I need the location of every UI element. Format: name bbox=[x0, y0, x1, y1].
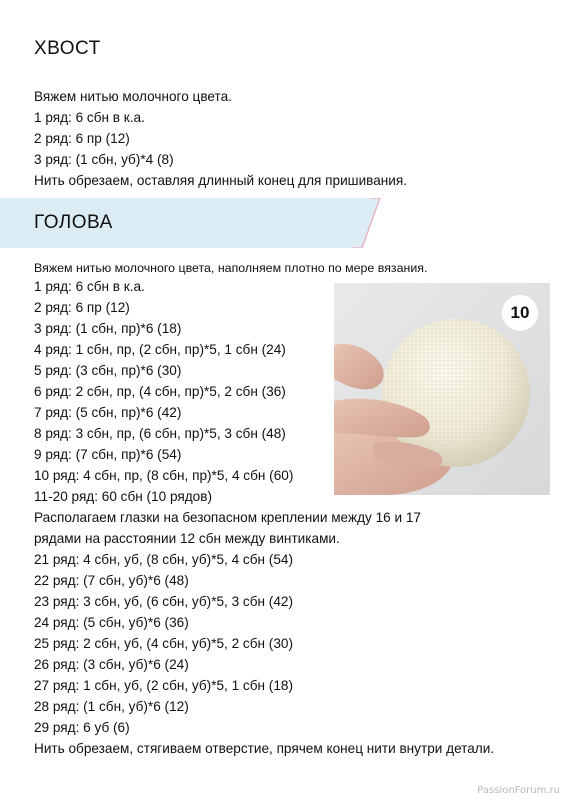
row-line: 28 ряд: (1 сбн, уб)*6 (12) bbox=[34, 699, 189, 714]
tail-line: 2 ряд: 6 пр (12) bbox=[34, 131, 130, 146]
row-line: 11-20 ряд: 60 сбн (10 рядов) bbox=[34, 489, 212, 504]
head-banner bbox=[0, 198, 382, 248]
row-line: 10 ряд: 4 сбн, пр, (8 сбн, пр)*5, 4 сбн (60) bbox=[34, 468, 294, 483]
tail-line: Вяжем нитью молочного цвета. bbox=[34, 89, 232, 104]
row-line: 27 ряд: 1 сбн, уб, (2 сбн, уб)*5, 1 сбн (18) bbox=[34, 678, 293, 693]
finish-line: Нить обрезаем, стягиваем отверстие, прячем конец нити внутри детали. bbox=[34, 741, 495, 756]
eyes-note: рядами на расстоянии 12 сбн между винтиками. bbox=[34, 531, 340, 546]
eyes-note: Располагаем глазки на безопасном креплении между 16 и 17 bbox=[34, 510, 421, 525]
head-title: ГОЛОВА bbox=[34, 212, 113, 233]
row-line: 9 ряд: (7 сбн, пр)*6 (54) bbox=[34, 447, 182, 462]
row-line: 2 ряд: 6 пр (12) bbox=[34, 300, 130, 315]
row-line: 4 ряд: 1 сбн, пр, (2 сбн, пр)*5, 1 сбн (24) bbox=[34, 342, 286, 357]
tail-line: 3 ряд: (1 сбн, уб)*4 (8) bbox=[34, 152, 174, 167]
tail-line: Нить обрезаем, оставляя длинный конец для пришивания. bbox=[34, 173, 408, 188]
tail-body bbox=[34, 86, 407, 191]
row-line: 22 ряд: (7 сбн, уб)*6 (48) bbox=[34, 573, 189, 588]
row-line: 7 ряд: (5 сбн, пр)*6 (42) bbox=[34, 405, 182, 420]
row-line: 3 ряд: (1 сбн, пр)*6 (18) bbox=[34, 321, 182, 336]
tail-title: ХВОСТ bbox=[34, 38, 101, 59]
row-line: 21 ряд: 4 сбн, уб, (8 сбн, уб)*5, 4 сбн (54) bbox=[34, 552, 293, 567]
row-line: 23 ряд: 3 сбн, уб, (6 сбн, уб)*5, 3 сбн (42) bbox=[34, 594, 293, 609]
row-line: 6 ряд: 2 сбн, пр, (4 сбн, пр)*5, 2 сбн (36) bbox=[34, 384, 286, 399]
row-line: 8 ряд: 3 сбн, пр, (6 сбн, пр)*5, 3 сбн (48) bbox=[34, 426, 286, 441]
row-line: 24 ряд: (5 сбн, уб)*6 (36) bbox=[34, 615, 189, 630]
step-number-badge: 10 bbox=[502, 295, 538, 331]
tail-line: 1 ряд: 6 сбн в к.а. bbox=[34, 110, 145, 125]
watermark: PassionForum.ru bbox=[477, 785, 560, 796]
row-line: 25 ряд: 2 сбн, уб, (4 сбн, уб)*5, 2 сбн (30) bbox=[34, 636, 293, 651]
row-line: 26 ряд: (3 сбн, уб)*6 (24) bbox=[34, 657, 189, 672]
row-line: 5 ряд: (3 сбн, пр)*6 (30) bbox=[34, 363, 182, 378]
row-line: 1 ряд: 6 сбн в к.а. bbox=[34, 279, 145, 294]
row-line: 29 ряд: 6 уб (6) bbox=[34, 720, 130, 735]
head-intro: Вяжем нитью молочного цвета, наполняем плотно по мере вязания. bbox=[34, 261, 428, 275]
crochet-ball-photo bbox=[334, 283, 550, 495]
